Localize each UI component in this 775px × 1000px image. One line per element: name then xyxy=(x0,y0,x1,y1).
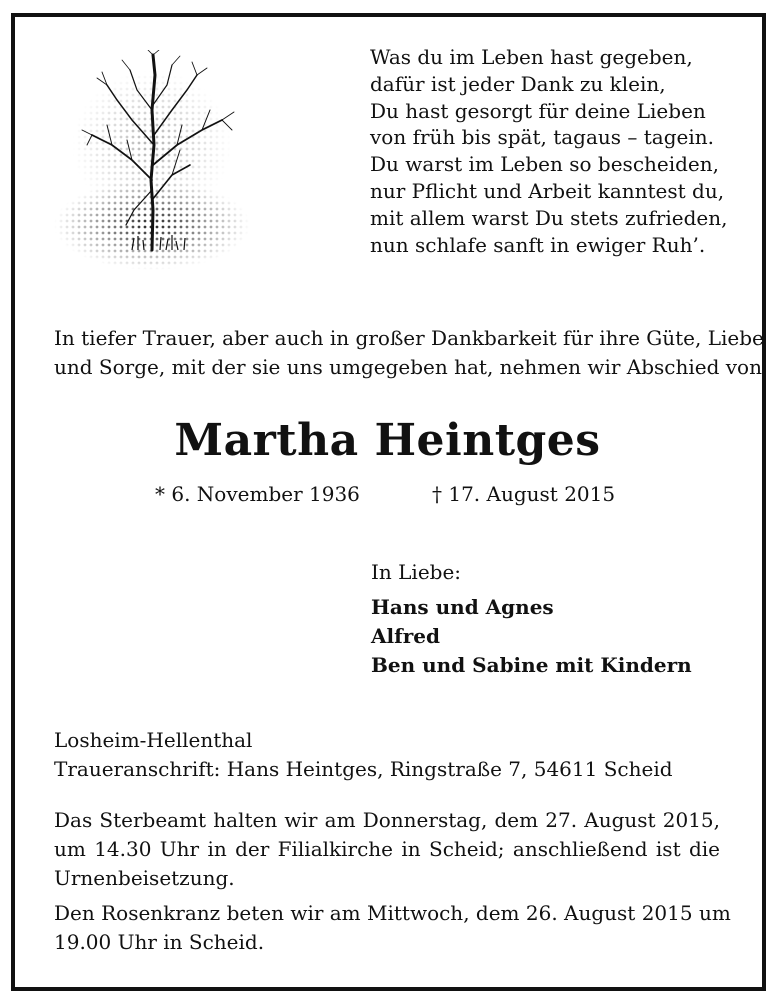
rosary-line: 19.00 Uhr in Scheid. xyxy=(54,930,265,954)
intro-text xyxy=(54,324,764,382)
birth-date: * 6. November 1936 xyxy=(155,482,360,506)
death-date: † 17. August 2015 xyxy=(432,482,616,506)
mourners-list xyxy=(371,593,692,680)
service-line: Das Sterbeamt halten wir am Donnerstag, dem 27. August 2015, xyxy=(54,808,720,832)
poem-line: mit allem warst Du stets zufrieden, xyxy=(370,205,728,230)
mourner-name: Ben und Sabine mit Kindern xyxy=(371,653,692,677)
mourners-heading: In Liebe: xyxy=(371,560,462,584)
mourner-name: Alfred xyxy=(371,624,440,648)
mourning-address: Traueranschrift: Hans Heintges, Ringstraße 7, 54611 Scheid xyxy=(54,757,673,781)
poem-line: Du warst im Leben so bescheiden, xyxy=(370,152,720,177)
deceased-name: Martha Heintges xyxy=(174,415,601,466)
service-line: um 14.30 Uhr in der Filialkirche in Scheid; anschließend ist die xyxy=(54,837,720,861)
mourner-name: Hans und Agnes xyxy=(371,595,554,619)
rosary-text xyxy=(54,899,731,957)
intro-line: und Sorge, mit der sie uns umgegeben hat, nehmen wir Abschied von xyxy=(54,355,762,379)
poem-line: nun schlafe sanft in ewiger Ruh’. xyxy=(370,232,706,257)
address-block xyxy=(54,726,673,784)
poem-line: dafür ist jeder Dank zu klein, xyxy=(370,71,666,96)
service-line: Urnenbeisetzung. xyxy=(54,866,235,890)
funeral-service-text xyxy=(54,806,720,893)
poem-line: Was du im Leben hast gegeben, xyxy=(370,45,693,69)
intro-line: In tiefer Trauer, aber auch in großer Dankbarkeit für ihre Güte, Liebe xyxy=(54,326,764,350)
rosary-line: Den Rosenkranz beten wir am Mittwoch, dem 26. August 2015 um xyxy=(54,901,731,925)
poem-line: Du hast gesorgt für deine Lieben xyxy=(370,98,706,123)
tree-icon xyxy=(52,50,262,280)
place-name: Losheim-Hellenthal xyxy=(54,728,253,752)
poem-line: nur Pflicht und Arbeit kanntest du, xyxy=(370,178,725,203)
poem-line: von früh bis spät, tagaus – tagein. xyxy=(370,125,715,150)
poem xyxy=(370,44,740,258)
